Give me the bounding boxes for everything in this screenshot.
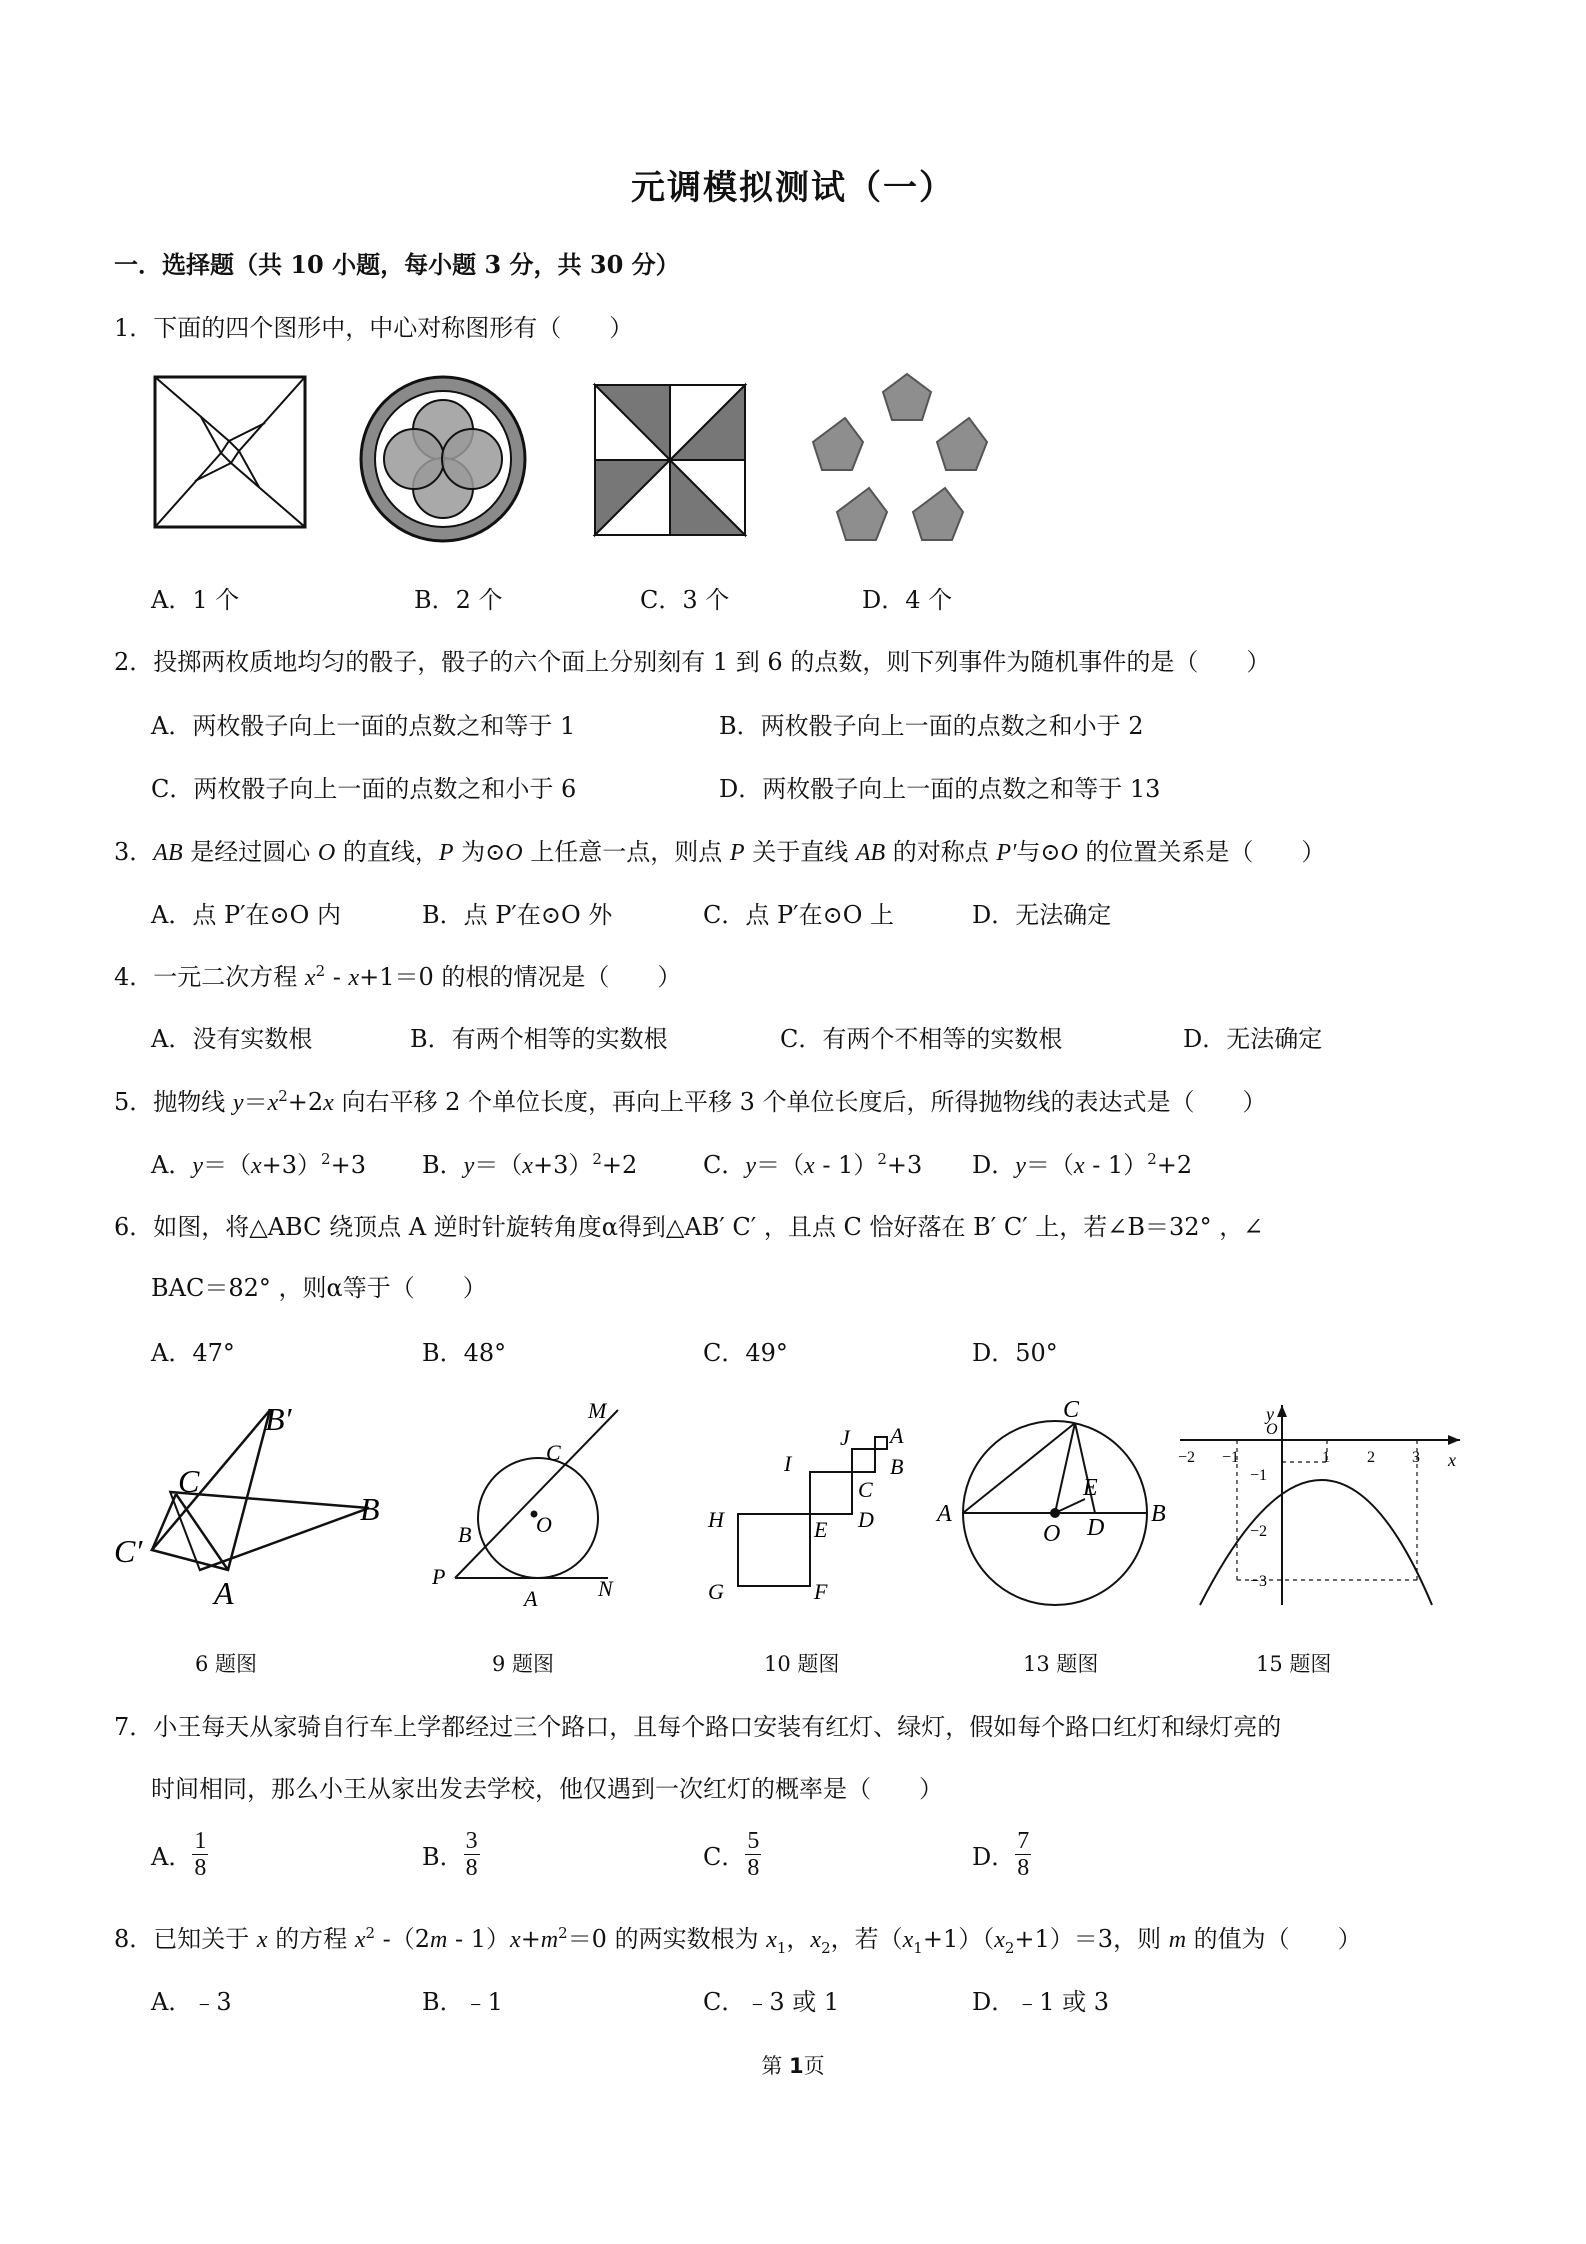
q4-option-c: C．有两个不相等的实数根: [780, 1025, 1063, 1053]
fig15-xtick-neg2: −2: [1178, 1449, 1196, 1466]
q5-option-d: D．y＝（x - 1）$^2$+2: [972, 1150, 1193, 1179]
fig9-label-n: N: [598, 1576, 613, 1601]
fig9-label-b: B: [458, 1522, 472, 1547]
question-7-line1: 7．小王每天从家骑自行车上学都经过三个路口，且每个路口安装有红灯、绿灯，假如每个路口红灯和绿灯亮的: [114, 1713, 1282, 1741]
q7-option-c: C． $\frac{5}{8}$: [703, 1828, 760, 1881]
fig15-ytick-neg1: −1: [1250, 1467, 1268, 1484]
question-1-stem: 1．下面的四个图形中，中心对称图形有（ ）: [114, 314, 634, 342]
question-4-stem: 4．一元二次方程 $x^2 - x+1=0$ 的根的情况是（ ）: [114, 962, 682, 991]
q8-option-b: B．﹣1: [422, 1988, 503, 2016]
fig15-xtick-1: 1: [1322, 1449, 1330, 1466]
caption-fig-10: 10 题图: [764, 1652, 840, 1676]
fig6-label-b-prime: B′: [265, 1401, 292, 1437]
q3-option-c: C．点 P′在⊙O 上: [703, 901, 895, 929]
fig13-label-o: O: [1043, 1521, 1061, 1547]
q6-option-b: B．48°: [422, 1339, 507, 1367]
fig10-label-c: C: [858, 1477, 873, 1502]
fig6-label-a: A: [214, 1575, 234, 1611]
q7-option-b: B． $\frac{3}{8}$: [422, 1828, 478, 1881]
fig13-label-a: A: [937, 1501, 952, 1527]
page-title: 元调模拟测试（一）: [631, 168, 955, 208]
q7-option-d: D． $\frac{7}{8}$: [972, 1828, 1030, 1881]
q4-option-d: D．无法确定: [1183, 1025, 1323, 1053]
q6-option-c: C．49°: [703, 1339, 788, 1367]
q8-option-a: A．﹣3: [151, 1988, 232, 2016]
fig15-xtick-2: 2: [1367, 1449, 1375, 1466]
question-8-stem: 8．已知关于 x 的方程 $x^2$ $-(2m - 1)x+m^2=0$ 的两实数根为 $x_1$，$x_2$，若$(x_1+1)(x_2+1)=3$，则 m 的值为（ ）: [114, 1924, 1362, 1957]
q2-option-c: C．两枚骰子向上一面的点数之和小于 6: [151, 775, 577, 803]
q4-option-b: B．有两个相等的实数根: [410, 1025, 668, 1053]
fig15-label-y: y: [1266, 1404, 1274, 1424]
q3-option-a: A．点 P′在⊙O 内: [151, 901, 341, 929]
fig10-label-h: H: [708, 1507, 724, 1532]
q1-figure-pinwheel-square: [153, 375, 307, 529]
fig6-label-c-prime: C′: [114, 1533, 143, 1569]
q1-option-d: D．4 个: [862, 586, 953, 614]
fig15-ytick-neg3: −3: [1250, 1573, 1268, 1590]
fig10-label-e: E: [814, 1517, 828, 1542]
question-7-line2: 时间相同，那么小王从家出发去学校，他仅遇到一次红灯的概率是（ ）: [151, 1775, 943, 1803]
fig9-label-a: A: [524, 1586, 538, 1611]
fig10-label-f: F: [814, 1579, 828, 1604]
figure-6-rotated-triangles: [110, 1401, 400, 1611]
q5-option-c: C．y＝（x - 1）$^2$+3: [703, 1150, 923, 1179]
q6-option-d: D．50°: [972, 1339, 1058, 1367]
figure-15-parabola-graph: [1170, 1400, 1470, 1620]
fig13-label-e: E: [1083, 1475, 1098, 1501]
q5-option-b: B．$y=(x+3)^2+2$: [422, 1150, 638, 1179]
figure-13-circle-chords: [935, 1395, 1175, 1615]
fig13-label-d: D: [1087, 1515, 1105, 1541]
fig15-ytick-neg2: −2: [1250, 1523, 1268, 1540]
q1-figure-four-circles: [358, 374, 528, 544]
q2-option-d: D．两枚骰子向上一面的点数之和等于 13: [719, 775, 1161, 803]
page-footer: 第 1页: [761, 2054, 825, 2078]
fig6-label-b: B: [360, 1491, 380, 1527]
question-5-stem: 5．抛物线 $y=x^2+2x$ 向右平移 2 个单位长度，再向上平移 3 个单位长度后，所得抛物线的表达式是（ ）: [114, 1087, 1267, 1116]
fig6-label-c: C: [178, 1463, 200, 1499]
q8-option-c: C．﹣3 或 1: [703, 1988, 840, 2016]
q3-option-b: B．点 P′在⊙O 外: [422, 901, 613, 929]
caption-fig-15: 15 题图: [1256, 1652, 1332, 1676]
q2-option-b: B．两枚骰子向上一面的点数之和小于 2: [719, 712, 1144, 740]
fig9-label-p: P: [432, 1564, 446, 1589]
fig10-label-d: D: [858, 1507, 874, 1532]
question-6-line2: BAC＝82° ，则α等于（ ）: [151, 1274, 487, 1302]
q7-option-a: A． $\frac{1}{8}$: [151, 1828, 207, 1881]
figure-9-circle-tangent: [428, 1400, 638, 1610]
page-number: 1: [789, 2054, 804, 2078]
q1-option-b: B．2 个: [414, 586, 503, 614]
fig13-label-c: C: [1063, 1397, 1080, 1423]
q2-option-a: A．两枚骰子向上一面的点数之和等于 1: [151, 712, 576, 740]
q8-option-d: D．﹣1 或 3: [972, 1988, 1110, 2016]
q3-option-d: D．无法确定: [972, 901, 1112, 929]
question-2-stem: 2．投掷两枚质地均匀的骰子，骰子的六个面上分别刻有 1 到 6 的点数，则下列事件为随机事件的是（ ）: [114, 648, 1271, 676]
fig15-label-origin: O: [1266, 1421, 1278, 1438]
figure-10-squares: [700, 1415, 920, 1615]
q4-option-a: A．没有实数根: [151, 1025, 313, 1053]
question-6-line1: 6．如图，将△ABC 绕顶点 A 逆时针旋转角度α得到△AB′ C′ ，且点 C 恰好落在 B′ C′ 上，若∠B＝32° ，∠: [114, 1213, 1264, 1241]
fig15-xtick-3: 3: [1412, 1449, 1420, 1466]
fig13-label-b: B: [1151, 1501, 1166, 1527]
q6-option-a: A．47°: [151, 1339, 235, 1367]
caption-fig-9: 9 题图: [492, 1652, 555, 1676]
fig9-label-c: C: [546, 1440, 561, 1465]
fig9-label-m: M: [588, 1398, 607, 1423]
q1-figure-windmill: [590, 380, 750, 540]
fig10-label-i: I: [784, 1451, 792, 1476]
fig15-xtick-neg1: −1: [1222, 1449, 1240, 1466]
fig10-label-a: A: [890, 1423, 904, 1448]
fig15-label-x: x: [1448, 1450, 1456, 1470]
fig9-label-o: O: [536, 1512, 552, 1537]
caption-fig-13: 13 题图: [1023, 1652, 1099, 1676]
q5-option-a: A．$y=(x+3)^2+3$: [151, 1150, 366, 1179]
question-3-stem: 3．AB 是经过圆心 O 的直线，P 为⊙O 上任意一点，则点 P 关于直线 AB 的对称点 P′与⊙O 的位置关系是（ ）: [114, 838, 1326, 866]
q1-option-a: A．1 个: [151, 586, 240, 614]
caption-fig-6: 6 题图: [195, 1652, 258, 1676]
fig10-label-j: J: [840, 1425, 850, 1450]
fig10-label-b: B: [890, 1454, 904, 1479]
section-heading: 一．选择题（共 10 小题，每小题 3 分，共 30 分）: [114, 250, 680, 279]
fig10-label-g: G: [708, 1579, 724, 1604]
q1-option-c: C．3 个: [640, 586, 730, 614]
q1-figure-five-pentagons: [812, 368, 1002, 548]
